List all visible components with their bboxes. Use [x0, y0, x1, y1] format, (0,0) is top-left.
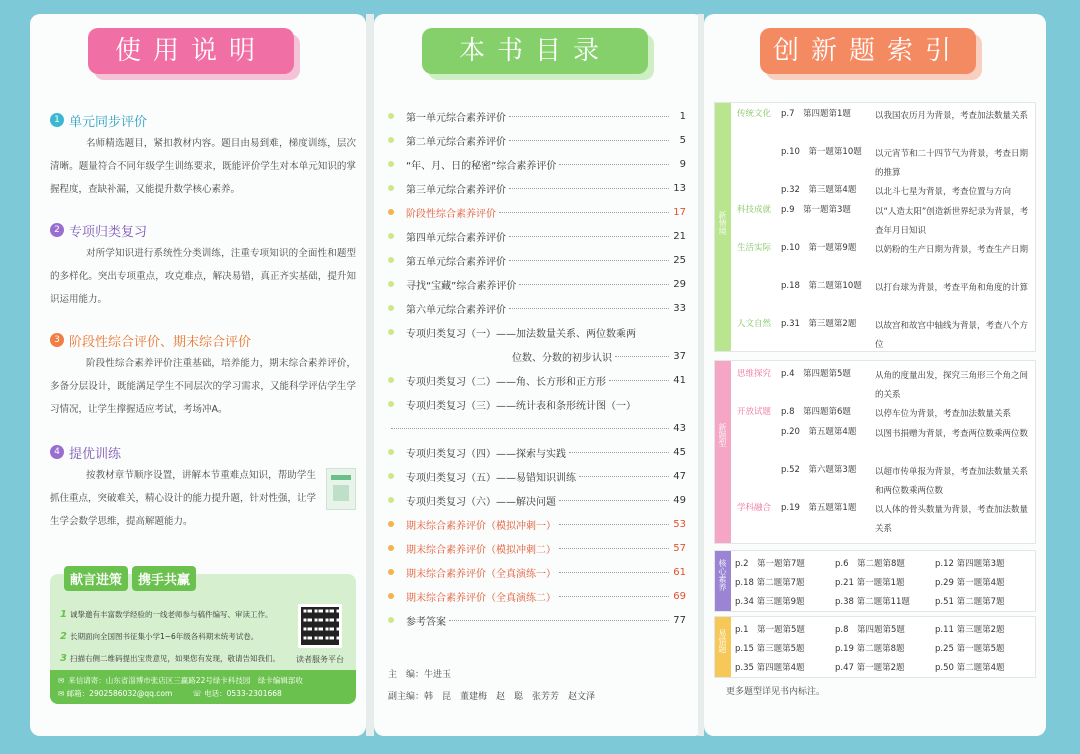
toc-page-number: 57	[673, 542, 686, 554]
toc-entry[interactable]	[388, 224, 686, 248]
toc-entry-title: 阶段性综合素养评价	[406, 208, 496, 220]
dot-leader	[559, 548, 669, 549]
toc-entry[interactable]	[388, 128, 686, 152]
feedback-item: 1 诚挚邀有丰富数学经验的一线老师参与稿件编写、审读工作。	[60, 609, 273, 620]
dot-leader	[559, 524, 669, 525]
toc-page-number: 1	[679, 110, 686, 122]
page-ref: p.38 第二题第11题	[835, 596, 910, 607]
bullet-icon	[388, 161, 394, 167]
toc-entry[interactable]	[388, 536, 686, 560]
feedback-item: 3 扫描右侧二维码提出宝贵意见，如果您有发现，敬请告知我们。	[60, 653, 280, 664]
dot-leader	[509, 308, 669, 309]
dot-leader	[559, 500, 669, 501]
question-description: 以北斗七星为背景，考查位置与方向	[875, 187, 1012, 197]
bullet-icon	[388, 473, 394, 479]
bullet-icon	[388, 329, 394, 335]
page-ref: p.2 第一题第7题	[735, 558, 805, 569]
bullet-icon	[388, 449, 394, 455]
toc-page-number: 33	[673, 302, 686, 314]
bullet-icon	[388, 209, 394, 215]
block-side: 核心素养	[715, 551, 731, 611]
bullet-icon	[388, 497, 394, 503]
phone-icon: ☏	[192, 689, 205, 698]
toc-banner: 本书目录	[422, 28, 648, 74]
phone: 电话：0533-2301668	[204, 689, 282, 698]
question-description: 以超市传单报为背景，考查加法数量关系和两位数乘两位数	[875, 467, 1029, 496]
feedback-box	[50, 574, 356, 704]
section-body: 按教材章节顺序设置，讲解本节重难点知识，帮助学生抓住重点，突破难关，精心设计的能力提升题，针对性强，让学生学会数学思维，提高解题能力。	[50, 470, 317, 527]
page-ref: p.6 第二题第8题	[835, 558, 905, 569]
page-ref: p.21 第一题第1题	[835, 577, 905, 588]
question-description: 以故宫和故宫中轴线为背景，考查八个方位	[875, 321, 1029, 350]
toc-entry-title: 专项归类复习（六）——解决问题	[406, 496, 556, 508]
section-title: 单元同步评价	[69, 114, 148, 130]
dot-leader	[509, 260, 669, 261]
usage-banner: 使用说明	[88, 28, 294, 74]
toc-page-number: 45	[673, 446, 686, 458]
toc-entry-title: “年、月、日的秘密”综合素养评价	[406, 160, 557, 172]
toc-entry[interactable]	[388, 296, 686, 320]
toc-page-number: 29	[673, 278, 686, 290]
page-ref: p.9 第一题第3题	[781, 205, 851, 215]
toc-entry-title: 第三单元综合素养评价	[406, 184, 506, 196]
toc-entry[interactable]	[388, 392, 686, 416]
bullet-icon	[388, 569, 394, 575]
question-description: 以打台球为背景，考查平角和角度的计算	[875, 283, 1029, 293]
category-label: 人文自然	[737, 319, 772, 329]
page-ref: p.35 第四题第4题	[735, 662, 805, 673]
question-description: 以“人造太阳”创造新世界纪录为背景，考查年月日知识	[875, 207, 1029, 236]
toc-page-number: 9	[679, 158, 686, 170]
toc-page-number: 21	[673, 230, 686, 242]
section-body: 对所学知识进行系统性分类训练，注重专项知识的全面性和题型的多样化。突出专项重点，攻克难点，解决易错，真正齐实基础，提升知识运用能力。	[50, 248, 356, 305]
dot-leader	[391, 428, 669, 429]
toc-entry-title: 期末综合素养评价（全真演练二）	[406, 592, 556, 604]
toc-page-number: 37	[673, 350, 686, 362]
category-label: 科技成就	[737, 205, 772, 215]
page-ref: p.4 第四题第5题	[781, 369, 851, 379]
category-label: 思维探究	[737, 369, 772, 379]
page-fold	[366, 14, 374, 736]
toc-panel	[374, 14, 698, 736]
bullet-icon	[388, 137, 394, 143]
bullet-icon	[388, 305, 394, 311]
toc-entry[interactable]	[388, 416, 686, 440]
ref-row	[735, 591, 1027, 610]
toc-entry-title: 期末综合素养评价（全真演练一）	[406, 568, 556, 580]
toc-page-number: 17	[673, 206, 686, 218]
toc-entry-title: 第一单元综合素养评价	[406, 112, 506, 124]
page-ref: p.10 第一题第9题	[781, 243, 857, 253]
index-block-error	[714, 616, 1036, 678]
toc-entry[interactable]	[388, 464, 686, 488]
bullet-icon	[388, 257, 394, 263]
toc-entry[interactable]	[388, 104, 686, 128]
toc-entry-title: 专项归类复习（二）——角、长方形和正方形	[406, 376, 606, 388]
dot-leader	[509, 116, 669, 117]
question-description: 从角的度量出发，探究三角形三个角之间的关系	[875, 371, 1029, 400]
page-ref: p.20 第五题第4题	[781, 427, 857, 437]
qr-caption: 读者服务平台	[296, 655, 344, 664]
page-ref: p.31 第三题第2题	[781, 319, 857, 329]
bullet-icon	[388, 377, 394, 383]
page-ref: p.34 第三题第9题	[735, 596, 805, 607]
page-ref: p.29 第一题第4题	[935, 577, 1005, 588]
section-number: 1	[50, 113, 64, 127]
question-description: 以停车位为背景，考查加法数量关系	[875, 409, 1012, 419]
toc-entry-title: 寻找“宝藏”综合素养评价	[406, 280, 517, 292]
page-ref: p.52 第六题第3题	[781, 465, 857, 475]
dot-leader	[615, 356, 669, 357]
toc-entry[interactable]	[388, 488, 686, 512]
block-side: 新题型	[715, 361, 731, 543]
page-ref: p.18 第二题第10题	[781, 281, 862, 291]
toc-entry[interactable]	[388, 200, 686, 224]
toc-entry[interactable]	[388, 512, 686, 536]
more-note: 更多题型详见书内标注。	[726, 687, 826, 697]
bullet-icon	[388, 113, 394, 119]
qr-code-icon[interactable]	[298, 604, 342, 648]
toc-entry-title: 第五单元综合素养评价	[406, 256, 506, 268]
page-ref: p.51 第二题第7题	[935, 596, 1005, 607]
toc-entry[interactable]	[388, 344, 686, 368]
toc-page-number: 61	[673, 566, 686, 578]
feedback-title: 献言进策	[64, 566, 128, 591]
page-ref: p.11 第三题第2题	[935, 624, 1005, 635]
toc-entry-title: 专项归类复习（五）——易错知识训练	[406, 472, 576, 484]
toc-page-number: 43	[673, 422, 686, 434]
section-title: 提优训练	[69, 446, 122, 462]
page-ref: p.15 第三题第5题	[735, 643, 805, 654]
toc-page-number: 5	[679, 134, 686, 146]
page-ref: p.10 第一题第10题	[781, 147, 862, 157]
usage-panel	[30, 14, 366, 736]
question-description: 以图书捐赠为背景，考查两位数乘两位数	[875, 429, 1029, 439]
ref-row	[735, 553, 1027, 572]
toc-entry[interactable]	[388, 272, 686, 296]
block-side: 易错题	[715, 617, 731, 677]
toc-entry-title: 专项归类复习（四）——探索与实践	[406, 448, 566, 460]
toc-entry[interactable]	[388, 440, 686, 464]
feedback-title: 携手共赢	[132, 566, 196, 591]
bullet-icon	[388, 233, 394, 239]
toc-entry[interactable]	[388, 560, 686, 584]
toc-page-number: 53	[673, 518, 686, 530]
dot-leader	[519, 284, 669, 285]
dot-leader	[579, 476, 669, 477]
index-banner: 创新题索引	[760, 28, 976, 74]
toc-entry[interactable]	[388, 152, 686, 176]
page-ref: p.19 第五题第1题	[781, 503, 857, 513]
index-block-new-type	[714, 360, 1036, 544]
section-number: 4	[50, 445, 64, 459]
section-title: 阶段性综合评价、期末综合评价	[69, 334, 252, 350]
toc-list	[388, 104, 686, 632]
dot-leader	[609, 380, 669, 381]
toc-entry-title: 第六单元综合素养评价	[406, 304, 506, 316]
toc-credits	[388, 664, 595, 708]
dot-leader	[559, 572, 669, 573]
ref-row	[735, 638, 1027, 657]
page-ref: p.50 第二题第4题	[935, 662, 1005, 673]
toc-entry-title: 期末综合素养评价（模拟冲刺一）	[406, 520, 556, 532]
email-icon: ✉	[58, 689, 67, 698]
email: 邮箱：2902586032@qq.com	[66, 689, 173, 698]
section-2	[50, 220, 356, 311]
toc-page-number: 13	[673, 182, 686, 194]
page-ref: p.47 第一题第2题	[835, 662, 905, 673]
category-label: 生活实际	[737, 243, 772, 253]
toc-entry[interactable]	[388, 584, 686, 608]
section-number: 3	[50, 333, 64, 347]
core-grid	[735, 553, 1027, 610]
bullet-icon	[388, 401, 394, 407]
ref-row	[735, 619, 1027, 638]
toc-page-number: 77	[673, 614, 686, 626]
bullet-icon	[388, 281, 394, 287]
error-grid	[735, 619, 1027, 676]
deputy-editors: 副主编：韩 昆 董建梅 赵 聪 张芳芳 赵文泽	[388, 692, 596, 702]
bullet-icon	[388, 593, 394, 599]
dot-leader	[559, 596, 669, 597]
contact-bar	[50, 670, 356, 704]
ref-row	[735, 572, 1027, 591]
question-description: 以我国农历月为背景，考查加法数量关系	[875, 111, 1029, 121]
section-body: 名师精选题目，紧扣教材内容。题目由易到难，梯度训练，层次清晰。题量符合不同年级学生训练要求，既能评价学生对本单元知识的掌握程度，查缺补漏，又能提升数学核心素养。	[50, 138, 356, 195]
page-ref: p.19 第二题第8题	[835, 643, 905, 654]
page-ref: p.18 第二题第7题	[735, 577, 805, 588]
toc-entry-title: 期末综合素养评价（模拟冲刺二）	[406, 544, 556, 556]
toc-entry[interactable]	[388, 176, 686, 200]
category-label: 学科融合	[737, 503, 772, 513]
dot-leader	[509, 188, 669, 189]
dot-leader	[449, 620, 669, 621]
toc-entry-title: 位数、分数的初步认识	[512, 352, 612, 364]
section-body: 阶段性综合素养评价注重基础，培养能力，期末综合素养评价，多备分层设计，既能满足学生不同层次的学习需求，又能科学评估学生学习情况，让学生撑握适应考试，考场冲A。	[50, 358, 356, 415]
block-side: 新情境	[715, 103, 731, 351]
question-description: 以元宵节和二十四节气为背景，考查日期的推算	[875, 149, 1029, 178]
toc-page-number: 41	[673, 374, 686, 386]
toc-page-number: 47	[673, 470, 686, 482]
page-ref: p.12 第四题第3题	[935, 558, 1005, 569]
mail-icon: ✉	[58, 676, 65, 685]
page-ref: p.32 第三题第4题	[781, 185, 857, 195]
section-4	[50, 442, 356, 533]
toc-page-number: 69	[673, 590, 686, 602]
toc-entry[interactable]	[388, 368, 686, 392]
toc-entry[interactable]	[388, 248, 686, 272]
dot-leader	[509, 236, 669, 237]
feedback-item: 2 长期面向全国图书征集小学1~6年级各科期末统考试卷。	[60, 631, 259, 642]
ref-row	[735, 657, 1027, 676]
dot-leader	[499, 212, 669, 213]
page-ref: p.7 第四题第1题	[781, 109, 851, 119]
section-number: 2	[50, 223, 64, 237]
toc-entry-title: 参考答案	[406, 616, 446, 628]
toc-entry[interactable]	[388, 608, 686, 632]
index-block-core	[714, 550, 1036, 612]
book-cover-thumbnail	[326, 468, 356, 510]
toc-page-number: 25	[673, 254, 686, 266]
page-ref: p.8 第四题第5题	[835, 624, 905, 635]
dot-leader	[509, 140, 669, 141]
section-title: 专项归类复习	[69, 224, 148, 240]
index-panel	[704, 14, 1046, 736]
index-block-new-context	[714, 102, 1036, 352]
toc-entry-title: 专项归类复习（一）——加法数量关系、两位数乘两	[406, 328, 636, 340]
category-label: 传统文化	[737, 109, 772, 119]
toc-entry-title: 第四单元综合素养评价	[406, 232, 506, 244]
bullet-icon	[388, 185, 394, 191]
page-ref: p.25 第一题第5题	[935, 643, 1005, 654]
category-label: 开放试题	[737, 407, 772, 417]
dot-leader	[559, 164, 669, 165]
bullet-icon	[388, 521, 394, 527]
editor: 主 编：牛进玉	[388, 670, 452, 680]
page-ref: p.1 第一题第5题	[735, 624, 805, 635]
question-description: 以奶粉的生产日期为背景，考查生产日期	[875, 245, 1029, 255]
bullet-icon	[388, 617, 394, 623]
toc-entry-title: 专项归类复习（三）——统计表和条形统计图（一）	[406, 400, 636, 412]
bullet-icon	[388, 545, 394, 551]
dot-leader	[569, 452, 669, 453]
address: 来信请寄：山东省淄博市张店区三赢路22号绿卡科技园 绿卡编辑部收	[68, 676, 303, 685]
toc-entry-title: 第二单元综合素养评价	[406, 136, 506, 148]
toc-entry[interactable]	[388, 320, 686, 344]
question-description: 以人体的骨头数量为背景，考查加法数量关系	[875, 505, 1029, 534]
section-1	[50, 110, 356, 201]
toc-page-number: 49	[673, 494, 686, 506]
page-ref: p.8 第四题第6题	[781, 407, 851, 417]
section-3	[50, 330, 356, 421]
